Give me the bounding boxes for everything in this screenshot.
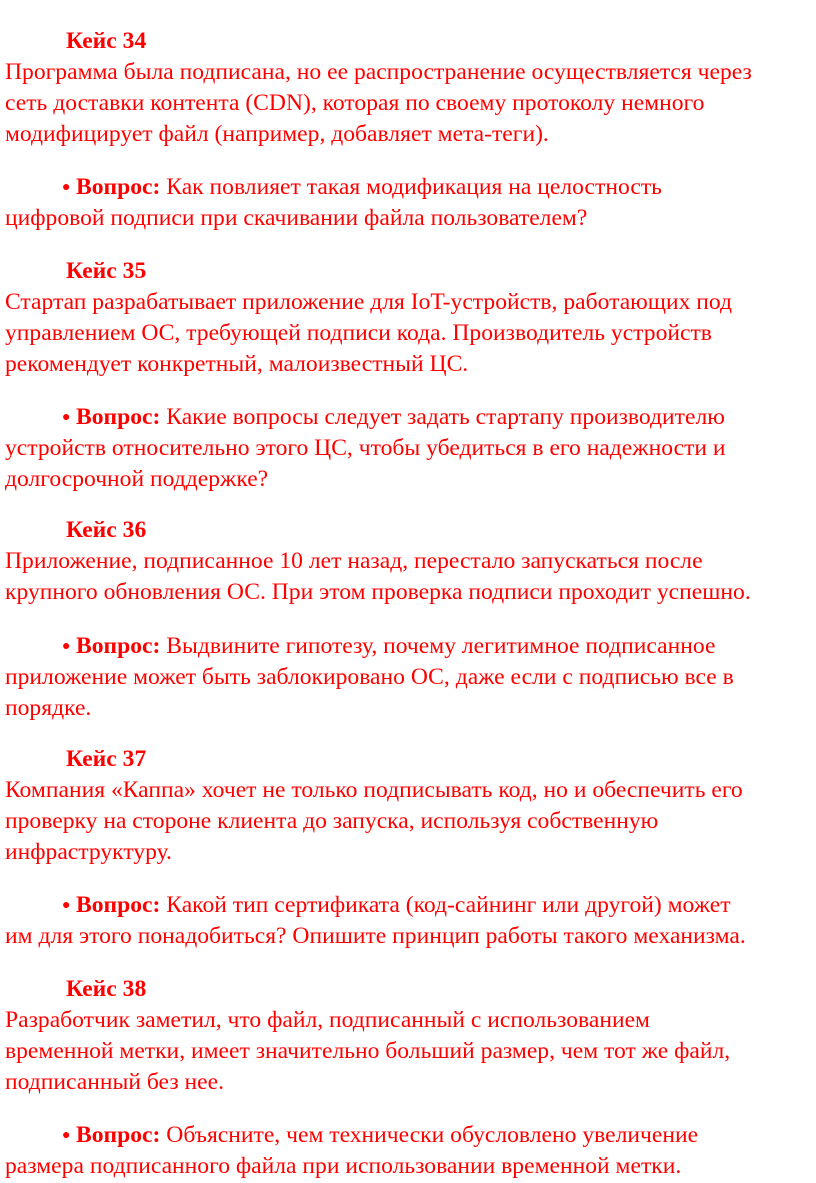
case-text-line: сеть доставки контента (CDN), которая по своему протоколу немного [5,90,705,116]
case-text-line: временной метки, имеет значительно больший размер, чем тот же файл, [5,1038,731,1064]
question-label: Вопрос: [76,1122,161,1148]
question-text-line: цифровой подписи при скачивании файла пользователем? [5,205,588,231]
bullet-icon: ● [62,410,71,425]
case-36-question [0,631,816,724]
case-text-line: Приложение, подписанное 10 лет назад, перестало запускаться после [5,548,703,574]
case-text-line: Программа была подписана, но ее распространение осуществляется через [5,59,752,85]
question-text: Выдвините гипотезу, почему легитимное подписанное [160,633,716,659]
question-text-line: долгосрочной поддержке? [5,466,269,492]
case-36 [0,515,816,608]
bullet-icon: ● [62,639,71,654]
case-text-line: подписанный без нее. [5,1069,225,1095]
bullet-icon: ● [62,180,71,195]
question-text-line: устройств относительно этого ЦС, чтобы убедиться в его надежности и [5,435,726,461]
case-title: Кейс 37 [66,746,147,772]
question-text: Как повлияет такая модификация на целостность [160,174,662,200]
bullet-icon: ● [62,898,71,913]
question-text: Какие вопросы следует задать стартапу производителю [160,404,725,430]
case-text-line: Стартап разрабатывает приложение для IoT-устройств, работающих под [5,289,733,315]
case-text-line: модифицирует файл (например, добавляет мета-теги). [5,121,549,147]
case-37 [0,744,816,868]
case-34-question [0,172,816,234]
question-text-line: им для этого понадобиться? Опишите принцип работы такого механизма. [5,923,746,949]
case-35-question [0,402,816,495]
question-label: Вопрос: [76,404,161,430]
case-title: Кейс 36 [66,517,147,543]
case-title: Кейс 35 [66,258,147,284]
case-37-question [0,890,816,952]
question-text: Объясните, чем технически обусловлено увеличение [160,1122,699,1148]
case-34 [0,26,816,150]
case-text-line: Компания «Каппа» хочет не только подписывать код, но и обеспечить его [5,777,743,803]
question-label: Вопрос: [76,633,161,659]
case-text-line: инфраструктуру. [5,839,172,865]
case-title: Кейс 38 [66,976,147,1002]
case-text-line: рекомендует конкретный, малоизвестный ЦС. [5,351,469,377]
question-text-line: размера подписанного файла при использовании временной метки. [5,1153,682,1179]
question-text: Какой тип сертификата (код-сайнинг или другой) может [160,892,731,918]
bullet-icon: ● [62,1128,71,1143]
case-35 [0,256,816,380]
case-text-line: управлением ОС, требующей подписи кода. Производитель устройств [5,320,712,346]
question-label: Вопрос: [76,174,161,200]
case-38 [0,974,816,1098]
question-text-line: порядке. [5,695,92,721]
question-label: Вопрос: [76,892,161,918]
case-text-line: крупного обновления ОС. При этом проверка подписи проходит успешно. [5,579,751,605]
question-text-line: приложение может быть заблокировано ОС, даже если с подписью все в [5,664,734,690]
case-text-line: проверку на стороне клиента до запуска, используя собственную [5,808,659,834]
case-38-question [0,1120,816,1182]
case-title: Кейс 34 [66,28,147,54]
case-text-line: Разработчик заметил, что файл, подписанный с использованием [5,1007,650,1033]
